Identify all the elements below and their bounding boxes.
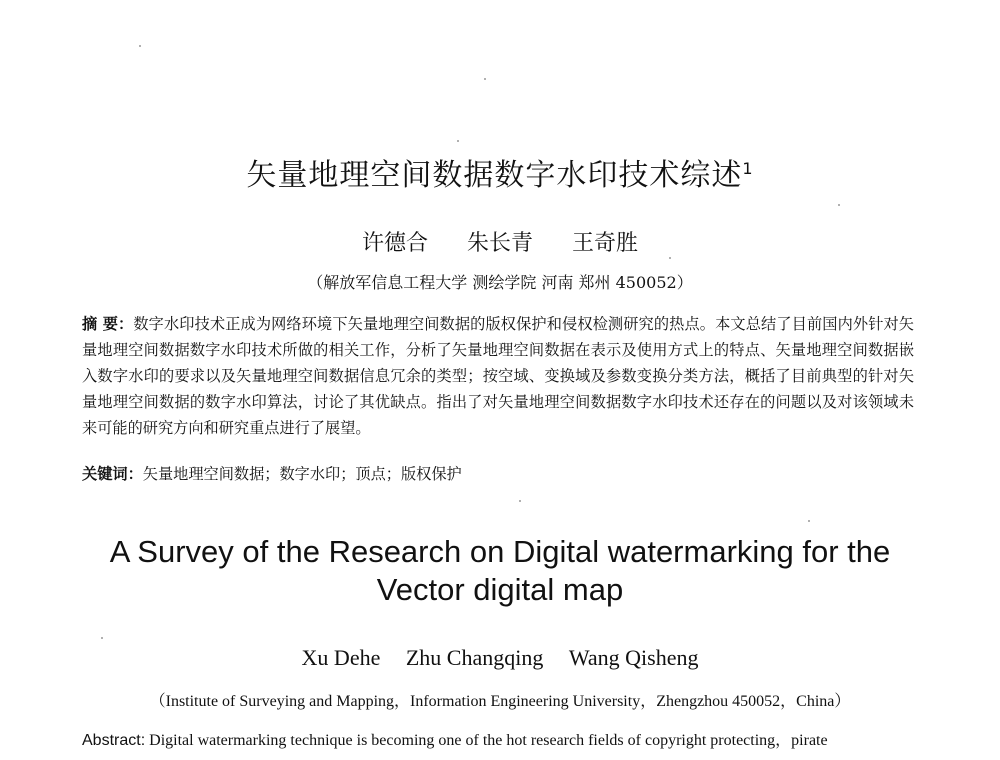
chinese-abstract <box>82 311 914 441</box>
chinese-abstract-label: 摘 要： <box>82 315 134 333</box>
scan-speck <box>519 500 521 502</box>
english-title <box>0 533 1000 609</box>
chinese-title <box>0 150 1000 194</box>
scan-speck <box>457 140 459 142</box>
author-3-en: Wang Qisheng <box>568 645 699 670</box>
english-title-line-2: Vector digital map <box>376 572 624 607</box>
chinese-keywords <box>82 461 914 487</box>
chinese-abstract-text: 数字水印技术正成为网络环境下矢量地理空间数据的版权保护和侵权检测研究的热点。本文总结了目前国内外针对矢量地理空间数据数字水印技术所做的相关工作，分析了矢量地理空间数据在表示及使用方式上的特点、矢量地理空间数据嵌入数字水印的要求以及矢量地理空间数据信息冗余的类型；按空域、变换域及参数变换分类方法，概括了目前典型的针对矢量地理空间数据的数字水印算法，讨论了其优缺点。指出了对矢量地理空间数据数字水印技术还存在的问题以及对该领域未来可能的研究方向和研究重点进行了展望。 <box>82 315 914 437</box>
english-abstract <box>82 727 942 750</box>
author-2-en: Zhu Changqing <box>405 645 544 670</box>
scan-speck <box>669 257 671 259</box>
scan-speck <box>484 78 486 80</box>
english-authors <box>0 645 1000 671</box>
author-1-en: Xu Dehe <box>301 645 381 670</box>
scan-speck <box>838 204 840 206</box>
english-title-line-1: A Survey of the Research on Digital watermarking for the <box>109 534 891 569</box>
chinese-title-text: 矢量地理空间数据数字水印技术综述 <box>246 158 743 193</box>
chinese-keywords-label: 关键词： <box>82 465 143 483</box>
author-3-cn: 王奇胜 <box>572 231 639 256</box>
scan-speck <box>101 637 103 639</box>
english-abstract-label: Abstract: <box>82 732 146 749</box>
author-1-cn: 许德合 <box>361 231 428 256</box>
chinese-keywords-text: 矢量地理空间数据；数字水印；顶点；版权保护 <box>142 465 462 483</box>
chinese-affiliation: （解放军信息工程大学 测绘学院 河南 郑州 450052） <box>307 273 693 292</box>
english-abstract-text: Digital watermarking technique is becoming one of the hot research fields of copyright protecting，pirate <box>149 732 828 749</box>
chinese-authors <box>0 226 1000 257</box>
title-footnote-marker: 1 <box>742 159 754 178</box>
scan-speck <box>808 520 810 522</box>
scan-speck <box>139 45 141 47</box>
author-2-cn: 朱长青 <box>466 231 533 256</box>
english-affiliation: （Institute of Surveying and Mapping，Information Engineering University，Zhengzhou 450052，China） <box>149 693 851 710</box>
